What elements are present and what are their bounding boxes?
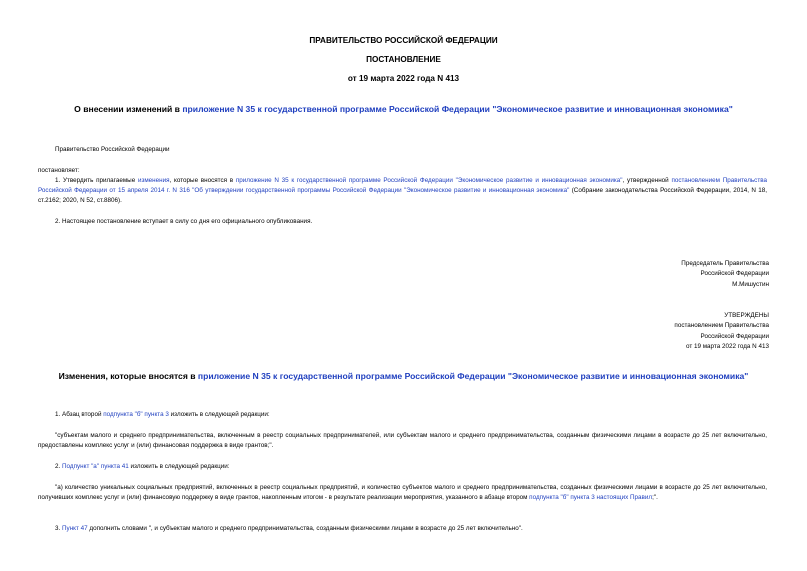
item-1-paragraph (38, 176, 767, 207)
changes-title-link[interactable]: приложение N 35 к государственной программе Российской Федерации "Экономическое развитие и инновационная экономика" (197, 371, 749, 381)
change-1-text-b: изложить в следующей редакции: (168, 411, 270, 418)
change-2-text-a: 2. (55, 463, 63, 470)
document-type: ПОСТАНОВЛЕНИЕ (366, 55, 441, 64)
changes-title-prefix: Изменения, которые вносятся в (58, 371, 198, 381)
item-1-text-c: , утвержденной (622, 177, 672, 184)
subparagraph-b-point-3-link[interactable]: подпункта "б" пункта 3 (103, 411, 169, 418)
signature-line-3: М.Мишустин (732, 280, 769, 288)
change-2-text-b: изложить в следующей редакции: (128, 463, 230, 470)
government-heading: ПРАВИТЕЛЬСТВО РОССИЙСКОЙ ФЕДЕРАЦИИ (309, 36, 498, 45)
item-2-paragraph: 2. Настоящее постановление вступает в силу со дня его официального опубликования. (55, 218, 313, 225)
change-2-paragraph (55, 462, 230, 472)
approved-line-3: Российской Федерации (700, 332, 769, 340)
approved-block (569, 311, 769, 353)
point-47-link[interactable]: Пункт 47 (62, 525, 88, 532)
change-1-text-a: 1. Абзац второй (55, 411, 104, 418)
decides-text: постановляет: (38, 167, 80, 174)
approved-line-4: от 19 марта 2022 года N 413 (685, 343, 769, 351)
changes-title (40, 371, 767, 382)
item-1-text-d: (Собрание законодательства Российской Федерации, 2014, N 18, ст.2162; 2020, N 52, ст.8806). (38, 187, 768, 205)
change-1-quote: "субъектам малого и среднего предпринимательства, включенным в реестр социальных предпринимателей, или субъектам малого и среднего предпринимательства, созданным физическими лицами в возрасте до 25 лет включительно, предоставлены комплекс услуг и (или) финансовая поддержка в виде грантов;". (38, 432, 767, 450)
document-title-prefix: О внесении изменений в (74, 104, 183, 114)
approved-line-1: УТВЕРЖДЕНЫ (724, 312, 769, 319)
resolution-316-link[interactable]: постановлением Правительства Российской Федерации от 15 апреля 2014 г. N 316 "Об утверждении государственной программы Российской Федерации "Экономическое развитие и инновационная экономика" (38, 177, 767, 195)
item-1-text-b: , которые вносятся в (169, 177, 236, 184)
intro-text: Правительство Российской Федерации (55, 146, 170, 153)
changes-link[interactable]: изменения (137, 177, 170, 184)
signature-line-2: Российской Федерации (700, 270, 769, 278)
document-title (40, 104, 767, 115)
change-1-paragraph (55, 410, 270, 420)
change-3-paragraph (55, 524, 523, 534)
change-3-text-a: 3. (55, 525, 63, 532)
change-2-quote-text-b: ;". (652, 494, 658, 502)
signature-line-1: Председатель Правительства (681, 260, 769, 267)
approved-line-2: постановлением Правительства (674, 322, 769, 330)
document-title-link[interactable]: приложение N 35 к государственной программе Российской Федерации "Экономическое развитие и инновационная экономика" (182, 104, 733, 114)
appendix-35-link[interactable]: приложение N 35 к государственной программе Российской Федерации "Экономическое развитие и инновационная экономика" (235, 177, 623, 184)
item-1-text-a: 1. Утвердить прилагаемые (55, 177, 138, 184)
subparagraph-b-point-3-rules-link[interactable]: подпункта "б" пункта 3 настоящих Правил (529, 494, 653, 502)
change-3-text-b: дополнить словами ", и субъектам малого и среднего предпринимательства, созданным физическими лицами в возрасте до 25 лет включительно". (87, 525, 523, 532)
subparagraph-a-point-41-link[interactable]: Подпункт "а" пункта 41 (62, 463, 129, 470)
signature-block (569, 259, 769, 290)
document-date-number: от 19 марта 2022 года N 413 (347, 74, 460, 83)
change-2-quote-text-a: "а) количество уникальных социальных предприятий, включенных в реестр социальных предприятий, и количество субъектов малого и среднего предпринимательства, созданных физическими лицами в возрасте до 25 лет включительно, получивших комплекс услуг и (или) финансовую поддержку в виде грантов, накопленным итогом - в результате реализации мероприятия, указанного в абзаце втором (38, 484, 767, 502)
change-2-quote (38, 483, 767, 503)
